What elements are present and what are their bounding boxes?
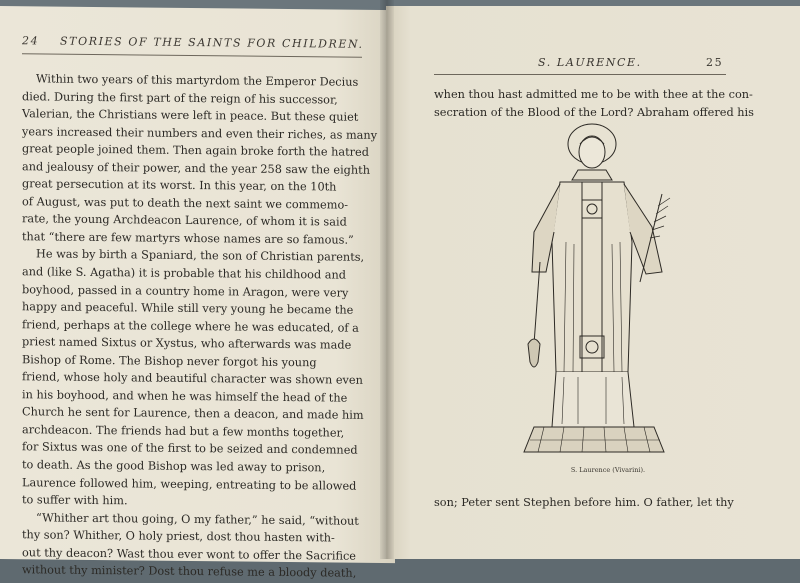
saint-laurence-illustration: [494, 122, 694, 462]
right-head-rule: [434, 74, 726, 75]
text-line: Church he sent for Laurence, then a deacon, and made him: [22, 405, 364, 423]
text-line: Valerian, the Christians were left in peace. But these quiet: [22, 107, 359, 124]
text-line: to suffer with him.: [22, 493, 128, 508]
text-line: great people joined them. Then again broke forth the hatred: [22, 142, 369, 160]
text-line: out thy deacon? Wast thou ever wont to offer the Sacrifice: [22, 545, 356, 563]
text-line: thy son? Whither, O holy priest, dost thou hasten with-: [22, 528, 335, 545]
text-line: to death. As the good Bishop was led away to prison,: [22, 458, 326, 475]
text-line: without thy minister? Dost thou refuse me a bloody death,: [22, 563, 357, 581]
text-line: Within two years of this martyrdom the Emperor Decius: [36, 72, 359, 89]
text-line: secration of the Blood of the Lord? Abraham offered his: [434, 105, 754, 119]
right-page: [386, 6, 800, 559]
left-running-head: STORIES OF THE SAINTS FOR CHILDREN.: [60, 34, 364, 51]
text-line: for Sixtus was one of the first to be seized and condemned: [22, 440, 358, 458]
text-line: and jealousy of their power, and the year 258 saw the eighth: [22, 159, 371, 177]
text-line: friend, perhaps at the college where he was educated, of a: [22, 317, 359, 335]
book-gutter: [380, 0, 394, 559]
text-line: Bishop of Rome. The Bishop never forgot his young: [22, 352, 317, 370]
text-line: great persecution at its worst. In this year, on the 10th: [22, 177, 337, 194]
text-line: rate, the young Archdeacon Laurence, of whom it is said: [22, 212, 347, 230]
text-line: “Whither art thou going, O my father,” he said, “without: [36, 511, 359, 528]
text-line: friend, whose holy and beautiful character was shown even: [22, 370, 363, 388]
right-page-number: 25: [706, 56, 724, 69]
text-line: and (like S. Agatha) it is probable that his childhood and: [22, 265, 347, 282]
text-line: that “there are few martyrs whose names are so famous.”: [22, 230, 354, 247]
right-bottom-text: [434, 494, 734, 512]
left-body-text: [22, 70, 378, 582]
text-line: died. During the first part of the reign of his successor,: [22, 89, 338, 107]
text-line: happy and peaceful. While still very young he became the: [22, 300, 354, 317]
text-line: of August, was put to death the next saint we commemo-: [22, 195, 349, 212]
text-line: boyhood, passed in a country home in Aragon, were very: [22, 282, 349, 300]
right-top-text: [434, 86, 754, 121]
text-line: priest named Sixtus or Xystus, who afterwards was made: [22, 335, 352, 352]
text-line: in his boyhood, and when he was himself the head of the: [22, 388, 348, 405]
right-running-head: S. LAURENCE.: [538, 56, 642, 69]
text-line: archdeacon. The friends had but a few months together,: [22, 423, 345, 440]
text-line: years increased their numbers and even their riches, as many: [22, 124, 378, 142]
left-page: [0, 6, 395, 581]
text-line: Laurence followed him, weeping, entreating to be allowed: [22, 475, 357, 493]
text-line: He was by birth a Spaniard, the son of Christian parents,: [36, 247, 365, 265]
text-line: son; Peter sent Stephen before him. O father, let thy: [434, 496, 734, 509]
illustration-caption: S. Laurence (Vivarini).: [570, 466, 646, 474]
text-line: when thou hast admitted me to be with thee at the con-: [434, 88, 753, 101]
left-page-number: 24: [22, 34, 40, 48]
left-head-rule: [22, 53, 362, 58]
